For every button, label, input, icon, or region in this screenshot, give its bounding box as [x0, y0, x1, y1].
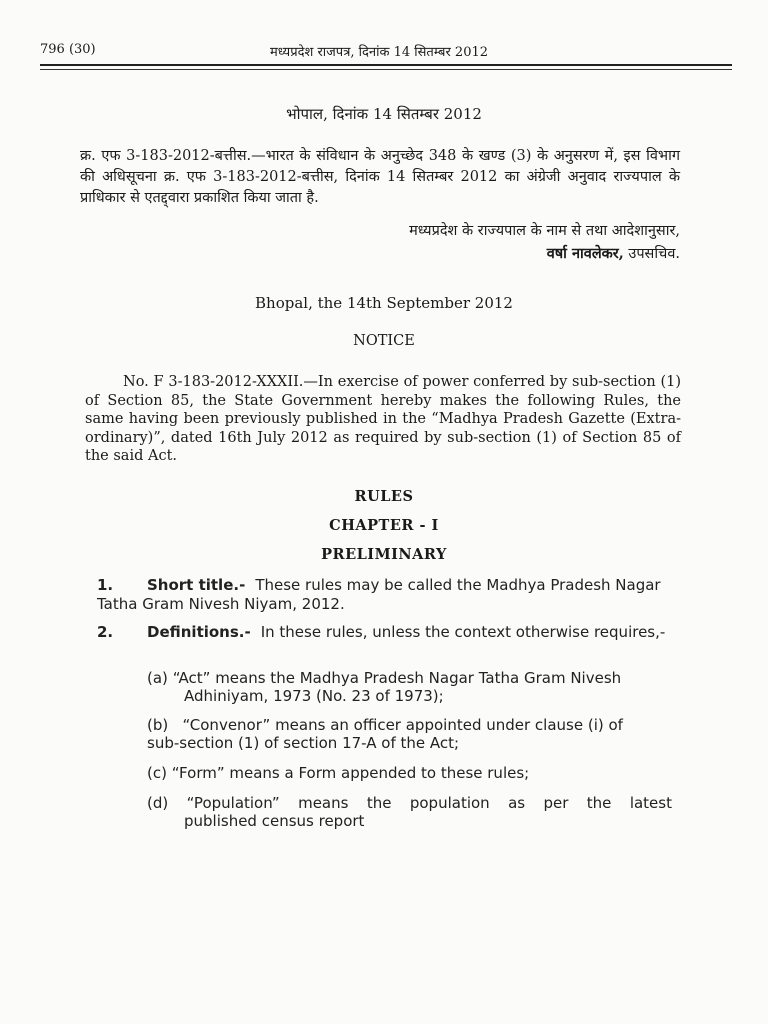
hindi-place-date: भोपाल, दिनांक 14 सितम्बर 2012 — [286, 105, 482, 123]
hindi-signature-line: मध्यप्रदेश के राज्यपाल के नाम से तथा आदेशानुसार, — [409, 223, 680, 239]
item-label: (c) — [147, 764, 167, 782]
signatory-designation: उपसचिव. — [623, 246, 680, 262]
definition-b-cont: sub-section (1) of section 17-A of the Act; — [147, 734, 460, 752]
word: per — [543, 794, 569, 812]
clause-text: These rules may be called the Madhya Pradesh Nagar Tatha Gram Nivesh Niyam, 2012. — [97, 576, 661, 613]
item-text: “Act” means the Madhya Pradesh Nagar Tatha Gram Nivesh — [172, 669, 622, 687]
rules-heading: RULES — [354, 488, 414, 505]
hindi-paragraph: क्र. एफ 3-183-2012-बत्तीस.—भारत के संविधान के अनुच्छेद 348 के खण्ड (3) के अनुसरण में, इस विभाग की अधिसूचना क्र. एफ 3-183-2012-बत्तीस, दिनांक 14 सितम्बर 2012 का अंग्रेजी अनुवाद राज्यपाल के प्राधिकार से एतद्द्वारा प्रकाशित किया जाता है. — [80, 148, 680, 206]
item-text-cont: Adhiniyam, 1973 (No. 23 of 1973); — [184, 687, 444, 705]
item-text: “Form” means a Form appended to these rules; — [171, 764, 530, 782]
word: “Population” — [186, 794, 280, 812]
definition-d-line1 — [147, 794, 672, 812]
word: as — [508, 794, 526, 812]
clause-number: 1. — [97, 576, 114, 594]
word: the — [366, 794, 392, 812]
item-text: “Convenor” means an officer appointed under clause (i) of — [182, 716, 623, 734]
item-label: (b) — [147, 716, 169, 734]
header-rule-thin — [40, 69, 732, 70]
definition-a — [147, 669, 672, 705]
clause-number: 2. — [97, 623, 114, 641]
chapter-title: PRELIMINARY — [321, 546, 447, 563]
word: population — [409, 794, 490, 812]
clause-heading: Definitions.- — [147, 623, 251, 641]
word: the — [586, 794, 612, 812]
word: means — [298, 794, 349, 812]
header-rule-thick — [40, 64, 732, 66]
chapter-heading: CHAPTER - I — [329, 517, 439, 534]
clause-text: In these rules, unless the context otherwise requires,- — [260, 623, 666, 641]
item-text-cont: published census report — [184, 812, 365, 830]
signatory-name: वर्षा नावलेकर, — [546, 245, 624, 262]
clause-heading: Short title.- — [147, 576, 246, 594]
hindi-signatory — [340, 243, 680, 263]
page-header — [40, 42, 730, 64]
definition-b — [147, 716, 672, 734]
english-paragraph: No. F 3-183-2012-XXXII.—In exercise of power conferred by sub-section (1) of Section 85, the State Government hereby makes the following Rules, the same having been previously published in the “Madhya Pradesh Gazette (Extra-ordinary)”, dated 16th July 2012 as required by sub-section (1) of Section 85 of the said Act. — [85, 374, 681, 464]
notice-heading: NOTICE — [353, 333, 415, 349]
item-label: (d) — [147, 794, 169, 812]
definition-d — [147, 794, 672, 830]
clause-short-title — [97, 576, 672, 614]
page-number: 796 (30) — [40, 42, 96, 57]
gazette-title: मध्यप्रदेश राजपत्र, दिनांक 14 सितम्बर 2012 — [270, 45, 489, 60]
definition-c — [147, 764, 672, 782]
clause-definitions — [97, 623, 672, 642]
english-place-date: Bhopal, the 14th September 2012 — [255, 294, 513, 312]
word: latest — [629, 794, 672, 812]
item-label: (a) — [147, 669, 168, 687]
